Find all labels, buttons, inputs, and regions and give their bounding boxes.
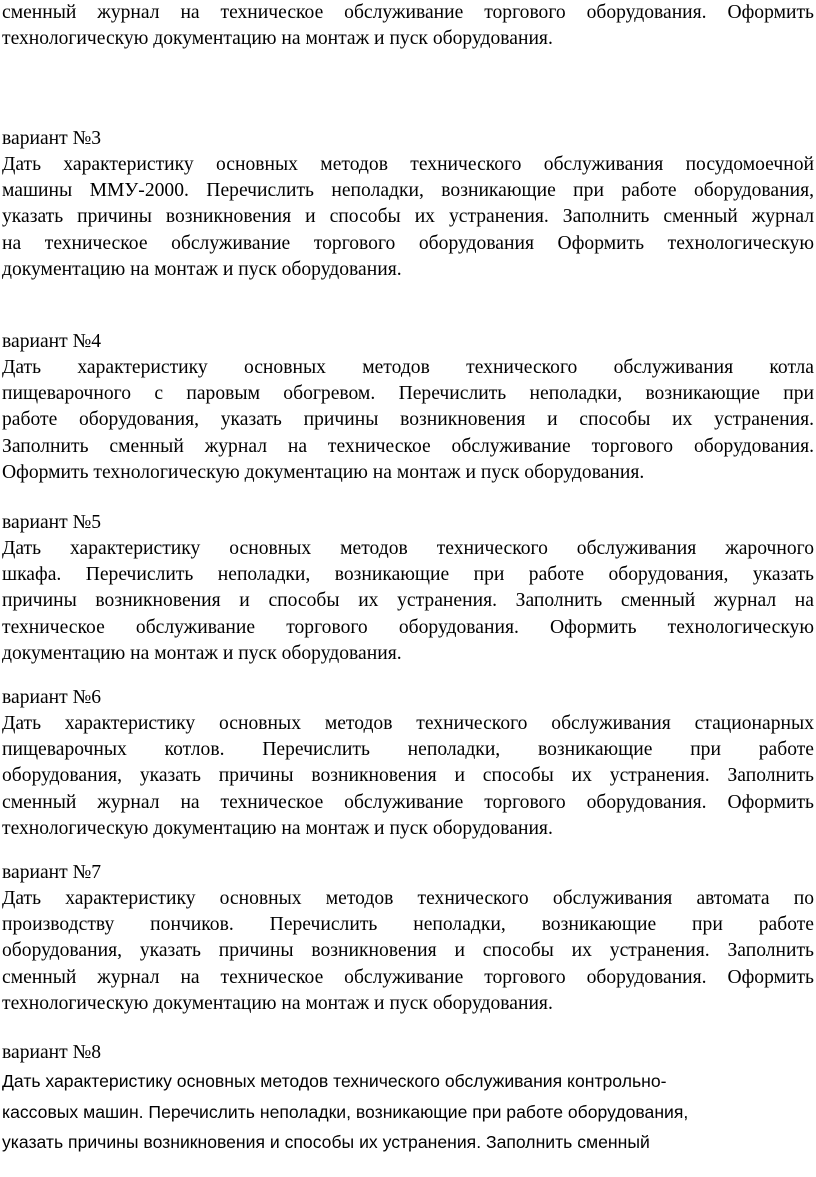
text-line: Дать характеристику основных методов технического обслуживания контрольно- [2,1071,667,1091]
text-line: технологическую документацию на монтаж и пуск оборудования. [2,28,553,50]
text-line: кассовых машин. Перечислить неполадки, возникающие при работе оборудования, [2,1101,689,1122]
text-line: сменный журнал на техническое обслуживание торгового оборудования. Оформить [2,791,814,813]
variant-body [2,152,814,283]
variant-body [2,536,814,667]
text-line: технологическую документацию на монтаж и пуск оборудования. [2,992,553,1014]
variant-heading: вариант №7 [2,862,102,883]
variant-body [2,1066,814,1158]
text-line: пищеварочных котлов. Перечислить неполадки, возникающие при работе [2,739,814,761]
text-line: Дать характеристику основных методов технического обслуживания жарочного [2,538,814,559]
text-line: указать причины возникновения и способы их устранения. Заполнить сменный журнал [2,206,814,228]
text-line: Дать характеристику основных методов технического обслуживания котла [2,357,814,378]
text-line: машины ММУ-2000. Перечислить неполадки, возникающие при работе оборудования, [2,180,814,202]
text-line: Оформить технологическую документацию на монтаж и пуск оборудования. [2,461,645,483]
text-line: пищеварочного с паровым обогревом. Перечислить неполадки, возникающие при [2,383,814,405]
variant-heading: вариант №5 [2,512,102,533]
text-line: Дать характеристику основных методов технического обслуживания автомата по [2,888,814,909]
intro-paragraph [2,0,814,52]
text-line: сменный журнал на техническое обслуживание торгового оборудования. Оформить [2,966,814,988]
variant-body [2,711,814,842]
variant-body [2,886,814,1017]
variant-6 [2,685,814,842]
text-line: сменный журнал на техническое обслуживание торгового оборудования. Оформить [2,2,814,23]
text-line: технологическую документацию на монтаж и пуск оборудования. [2,817,553,839]
variant-heading: вариант №8 [2,1042,102,1063]
text-line: оборудования, указать причины возникновения и способы их устранения. Заполнить [2,765,814,787]
variant-5 [2,510,814,667]
text-line: шкафа. Перечислить неполадки, возникающие при работе оборудования, указать [2,564,814,586]
text-line: Дать характеристику основных методов технического обслуживания стационарных [2,713,814,734]
text-line: на техническое обслуживание торгового оборудования Оформить технологическую [2,232,814,254]
variant-heading: вариант №4 [2,331,102,352]
text-line: указать причины возникновения и способы их устранения. Заполнить сменный [2,1132,650,1152]
variant-8 [2,1040,814,1158]
variant-3 [2,126,814,283]
text-line: производству пончиков. Перечислить неполадки, возникающие при работе [2,914,814,936]
variant-4 [2,329,814,486]
text-line: техническое обслуживание торгового оборудования. Оформить технологическую [2,616,814,638]
variant-7 [2,860,814,1017]
variant-body [2,355,814,486]
variant-heading: вариант №6 [2,687,102,708]
text-line: причины возникновения и способы их устранения. Заполнить сменный журнал на [2,590,814,612]
text-line: документацию на монтаж и пуск оборудования. [2,642,402,664]
text-line: Заполнить сменный журнал на техническое обслуживание торгового оборудования. [2,435,814,457]
text-line: работе оборудования, указать причины возникновения и способы их устранения. [2,409,814,431]
text-line: оборудования, указать причины возникновения и способы их устранения. Заполнить [2,940,814,962]
variant-heading: вариант №3 [2,128,102,149]
text-line: Дать характеристику основных методов технического обслуживания посудомоечной [2,154,814,175]
text-line: документацию на монтаж и пуск оборудования. [2,258,402,280]
